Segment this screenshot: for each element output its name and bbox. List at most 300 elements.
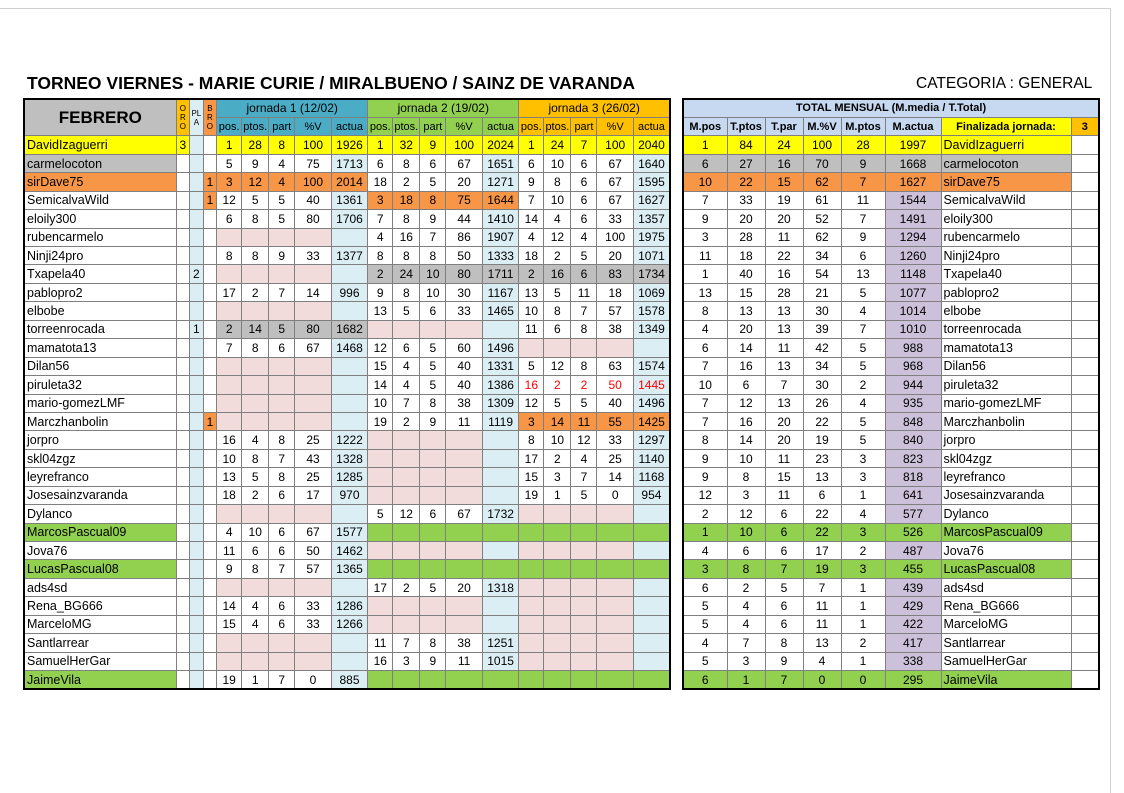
total-cell: 30	[803, 302, 841, 320]
total-cell: 2	[727, 578, 765, 596]
jornada-1-cell: 12	[217, 191, 242, 209]
jornada-2-cell	[482, 615, 519, 633]
totals-player-name: carmelocoton	[941, 154, 1071, 172]
jornada-2-cell: 7	[368, 210, 393, 228]
total-cell: 13	[765, 302, 803, 320]
jornada-2-cell	[420, 431, 446, 449]
totals-row	[683, 468, 1099, 486]
jornada-1-cell	[331, 302, 368, 320]
total-cell: 3	[683, 560, 727, 578]
jornada-2-cell	[393, 597, 420, 615]
player-row	[24, 523, 670, 541]
totals-header-row	[683, 99, 1099, 117]
j3-part-header: part	[571, 117, 597, 135]
jornada-1-cell	[242, 412, 269, 430]
pla-count	[190, 412, 204, 430]
jornada-1-cell: 2	[242, 486, 269, 504]
jornada-3-cell	[597, 560, 633, 578]
jornada-3-cell: 13	[519, 283, 544, 301]
jornada-1-cell: 33	[295, 615, 331, 633]
jornada-2-cell: 12	[368, 339, 393, 357]
totals-row	[683, 247, 1099, 265]
total-cell: 33	[727, 191, 765, 209]
jornada-1-cell: 8	[242, 247, 269, 265]
total-cell: 12	[683, 486, 727, 504]
totals-row	[683, 302, 1099, 320]
mpos-header: M.pos	[683, 117, 727, 135]
total-cell: 3	[841, 523, 885, 541]
mactua-header: M.actua	[885, 117, 941, 135]
jornada-2-cell	[446, 615, 482, 633]
total-cell: 5	[683, 615, 727, 633]
total-cell: 27	[727, 154, 765, 172]
oro-count	[176, 505, 190, 523]
total-cell: 968	[885, 357, 941, 375]
jornada-3-cell: 7	[571, 136, 597, 154]
bro-count	[203, 578, 217, 596]
player-row	[24, 339, 670, 357]
jornada-1-cell: 14	[242, 320, 269, 338]
total-cell: 5	[841, 283, 885, 301]
totals-player-name: Jova76	[941, 542, 1071, 560]
jornada-2-cell: 10	[420, 265, 446, 283]
total-cell: 7	[683, 357, 727, 375]
jornada-1-cell: 10	[242, 523, 269, 541]
total-cell: 100	[803, 136, 841, 154]
jornada-2-cell: 6	[420, 154, 446, 172]
jornada-3-cell: 2	[544, 247, 571, 265]
jornada-3-cell: 0	[597, 486, 633, 504]
jornada-1-cell: 1	[217, 136, 242, 154]
oro-count	[176, 376, 190, 394]
total-cell: 7	[841, 173, 885, 191]
total-cell: 417	[885, 634, 941, 652]
totals-spacer	[1071, 320, 1099, 338]
jornada-3-cell: 5	[571, 394, 597, 412]
jornada-1-cell: 1	[242, 671, 269, 689]
jornada-1-cell	[242, 265, 269, 283]
totals-player-name: Dylanco	[941, 505, 1071, 523]
bro-count	[203, 136, 217, 154]
totals-spacer	[1071, 431, 1099, 449]
jornada-3-cell: 4	[519, 228, 544, 246]
category-label: CATEGORIA : GENERAL	[916, 75, 1093, 92]
jornada-3-cell: 19	[519, 486, 544, 504]
jornada-2-cell: 38	[446, 394, 482, 412]
jornada-1-cell	[331, 394, 368, 412]
jornada-1-cell	[242, 652, 269, 670]
jornada-2-cell	[368, 486, 393, 504]
jornada-2-cell: 1496	[482, 339, 519, 357]
jornada-2-cell	[420, 449, 446, 467]
jornada-3-cell: 11	[519, 320, 544, 338]
bro-count	[203, 376, 217, 394]
total-cell: 6	[765, 523, 803, 541]
bro-count	[203, 523, 217, 541]
bro-header: B R O	[203, 99, 217, 136]
bro-count	[203, 486, 217, 504]
jornada-3-cell	[571, 597, 597, 615]
jornada-3-cell	[544, 578, 571, 596]
jornada-3-cell: 12	[544, 228, 571, 246]
jornada-1-cell: 8	[269, 136, 295, 154]
jornada-1-cell: 33	[295, 597, 331, 615]
jornada-1-cell: 12	[242, 173, 269, 191]
player-name: Txapela40	[24, 265, 176, 283]
jornada-2-cell	[393, 671, 420, 689]
total-cell: 12	[727, 394, 765, 412]
total-cell: 16	[727, 412, 765, 430]
jornada-2-cell: 8	[420, 191, 446, 209]
jornada-3-cell: 1140	[633, 449, 670, 467]
total-cell: 52	[803, 210, 841, 228]
jornada-2-cell: 1732	[482, 505, 519, 523]
totals-player-name: JaimeVila	[941, 671, 1071, 689]
jornada-1-cell: 1926	[331, 136, 368, 154]
total-cell: 9	[683, 468, 727, 486]
jornada-1-cell: 25	[295, 431, 331, 449]
oro-count	[176, 634, 190, 652]
totals-player-name: mamatota13	[941, 339, 1071, 357]
jornada-3-cell: 12	[544, 357, 571, 375]
jornada-3-cell: 12	[571, 431, 597, 449]
jornada-2-cell	[368, 671, 393, 689]
player-name: SemicalvaWild	[24, 191, 176, 209]
totals-spacer	[1071, 265, 1099, 283]
total-cell: 15	[765, 173, 803, 191]
pla-count	[190, 505, 204, 523]
oro-count	[176, 523, 190, 541]
total-cell: 422	[885, 615, 941, 633]
jornada-3-cell: 14	[519, 210, 544, 228]
jornada-1-cell: 6	[269, 339, 295, 357]
pla-count	[190, 210, 204, 228]
jornada-1-cell	[295, 228, 331, 246]
jornada-3-cell: 1496	[633, 394, 670, 412]
jornada-1-cell	[295, 505, 331, 523]
jornada-3-cell: 6	[519, 154, 544, 172]
jornada-3-cell	[519, 597, 544, 615]
jornada-2-cell	[446, 560, 482, 578]
totals-player-name: eloily300	[941, 210, 1071, 228]
jornada-3-cell	[597, 505, 633, 523]
jornada-1-cell	[242, 394, 269, 412]
totals-row	[683, 431, 1099, 449]
jornada-2-cell	[393, 615, 420, 633]
jornada-2-cell: 1465	[482, 302, 519, 320]
totals-spacer	[1071, 247, 1099, 265]
total-cell: 5	[841, 357, 885, 375]
totals-row	[683, 265, 1099, 283]
jornada-1-cell: 4	[242, 431, 269, 449]
jornada-3-cell	[571, 560, 597, 578]
jornada-1-cell	[242, 505, 269, 523]
jornada-1-cell: 5	[269, 191, 295, 209]
jornada-2-cell	[368, 542, 393, 560]
total-cell: 295	[885, 671, 941, 689]
totals-player-name: leyrefranco	[941, 468, 1071, 486]
jornada-3-cell	[633, 671, 670, 689]
player-row	[24, 136, 670, 154]
jornada-2-cell: 40	[446, 376, 482, 394]
total-cell: 7	[683, 191, 727, 209]
jornada-3-cell: 67	[597, 173, 633, 191]
jornada-1-cell: 1468	[331, 339, 368, 357]
jornada-3-cell	[544, 652, 571, 670]
jornada-3-cell: 3	[544, 468, 571, 486]
player-row	[24, 671, 670, 689]
jornada-3-cell: 1734	[633, 265, 670, 283]
jornada-1-cell: 14	[295, 283, 331, 301]
total-cell: 15	[765, 468, 803, 486]
jornada-3-cell: 2	[544, 376, 571, 394]
jornada-3-cell	[519, 652, 544, 670]
player-name: MarcosPascual09	[24, 523, 176, 541]
jornada-2-cell	[482, 320, 519, 338]
totals-player-name: pablopro2	[941, 283, 1071, 301]
oro-count	[176, 560, 190, 578]
jornada-2-cell	[482, 449, 519, 467]
jornada-2-cell	[482, 468, 519, 486]
jornada-2-cell: 67	[446, 154, 482, 172]
total-cell: 16	[765, 265, 803, 283]
player-name: JaimeVila	[24, 671, 176, 689]
jornada-3-cell	[544, 339, 571, 357]
total-cell: 4	[841, 394, 885, 412]
jornada-1-cell	[242, 228, 269, 246]
jornada-2-cell	[393, 486, 420, 504]
total-cell: 455	[885, 560, 941, 578]
totals-spacer	[1071, 283, 1099, 301]
player-row	[24, 560, 670, 578]
pla-count	[190, 597, 204, 615]
total-cell: 5	[683, 652, 727, 670]
jornada-1-cell	[331, 505, 368, 523]
oro-count	[176, 431, 190, 449]
total-cell: 1014	[885, 302, 941, 320]
total-cell: 2	[841, 542, 885, 560]
jornada-1-cell	[331, 265, 368, 283]
jornada-3-cell: 1640	[633, 154, 670, 172]
jornada-1-cell	[295, 634, 331, 652]
total-cell: 3	[841, 468, 885, 486]
jornada-3-cell: 14	[544, 412, 571, 430]
total-cell: 8	[765, 634, 803, 652]
total-cell: 7	[803, 578, 841, 596]
jornada-3-cell: 2	[544, 449, 571, 467]
total-cell: 22	[803, 505, 841, 523]
jornada-1-cell: 3	[217, 173, 242, 191]
jornada-1-cell: 6	[269, 542, 295, 560]
jornada-3-cell	[597, 615, 633, 633]
jornada-1-cell: 7	[269, 283, 295, 301]
jornada-3-cell: 5	[571, 247, 597, 265]
pla-count	[190, 228, 204, 246]
bro-count	[203, 357, 217, 375]
jornada-2-cell: 9	[420, 652, 446, 670]
total-cell: 840	[885, 431, 941, 449]
totals-row	[683, 136, 1099, 154]
bro-count	[203, 505, 217, 523]
jornada-1-cell: 14	[217, 597, 242, 615]
jornada-2-cell	[482, 597, 519, 615]
total-cell: 6	[765, 597, 803, 615]
jornada-2-cell	[420, 468, 446, 486]
jornada-3-cell	[633, 615, 670, 633]
total-cell: 848	[885, 412, 941, 430]
jornada-1-cell	[217, 376, 242, 394]
jornada-2-cell: 5	[420, 376, 446, 394]
total-cell: 13	[803, 468, 841, 486]
jornada-3-cell: 10	[519, 302, 544, 320]
jornada-1-cell: 1222	[331, 431, 368, 449]
jornada-1-cell	[242, 634, 269, 652]
jornada-1-cell	[269, 228, 295, 246]
totals-row	[683, 173, 1099, 191]
total-cell: 22	[803, 523, 841, 541]
totals-spacer	[1071, 394, 1099, 412]
player-row	[24, 542, 670, 560]
jornada-1-cell	[269, 376, 295, 394]
jornada-1-cell	[217, 228, 242, 246]
total-cell: 16	[727, 357, 765, 375]
jornada-1-cell: 5	[242, 468, 269, 486]
jornada-2-cell: 1711	[482, 265, 519, 283]
bro-count	[203, 671, 217, 689]
total-cell: 4	[803, 652, 841, 670]
jornada-1-cell: 1328	[331, 449, 368, 467]
jornada-3-cell	[633, 597, 670, 615]
jornada-2-cell	[393, 560, 420, 578]
totals-spacer	[1071, 173, 1099, 191]
jornada-2-cell: 11	[446, 412, 482, 430]
jornada-3-cell: 6	[544, 320, 571, 338]
total-cell: 4	[841, 505, 885, 523]
oro-count	[176, 412, 190, 430]
jornada-2-cell	[393, 542, 420, 560]
totals-spacer	[1071, 210, 1099, 228]
pla-count	[190, 154, 204, 172]
jornada-3-cell: 2040	[633, 136, 670, 154]
jornada-1-cell: 50	[295, 542, 331, 560]
jornada-2-cell: 18	[393, 191, 420, 209]
totals-row	[683, 357, 1099, 375]
total-cell: 61	[803, 191, 841, 209]
totals-row	[683, 283, 1099, 301]
totals-player-name: MarceloMG	[941, 615, 1071, 633]
total-cell: 5	[765, 578, 803, 596]
jornada-1-cell: 33	[295, 247, 331, 265]
jornada-1-cell	[269, 412, 295, 430]
total-cell: 1294	[885, 228, 941, 246]
totals-row	[683, 412, 1099, 430]
month-label: FEBRERO	[24, 99, 176, 136]
oro-count	[176, 449, 190, 467]
totals-spacer	[1071, 339, 1099, 357]
jornada-2-cell: 5	[420, 578, 446, 596]
jornada-2-cell: 15	[368, 357, 393, 375]
jornada-1-cell	[295, 302, 331, 320]
jornada-3-cell: 1425	[633, 412, 670, 430]
bro-count	[203, 265, 217, 283]
jornada-3-cell: 1	[544, 486, 571, 504]
player-name: pablopro2	[24, 283, 176, 301]
jornada-3-cell	[597, 671, 633, 689]
totals-row	[683, 615, 1099, 633]
player-row	[24, 486, 670, 504]
bro-count	[203, 431, 217, 449]
jornada-3-cell	[544, 634, 571, 652]
jornada-1-cell	[269, 652, 295, 670]
total-cell: 823	[885, 449, 941, 467]
jornada-3-cell	[597, 652, 633, 670]
jornada-1-cell	[269, 357, 295, 375]
total-cell: 5	[841, 412, 885, 430]
totals-title: TOTAL MENSUAL (M.media / T.Total)	[683, 99, 1099, 117]
jornada-1-cell	[269, 634, 295, 652]
total-cell: 13	[765, 394, 803, 412]
totals-row	[683, 320, 1099, 338]
player-name: Rena_BG666	[24, 597, 176, 615]
bro-count	[203, 247, 217, 265]
jornada-2-cell	[446, 468, 482, 486]
total-cell: 8	[683, 302, 727, 320]
jornada-2-cell	[420, 523, 446, 541]
jornada-1-cell: 7	[269, 560, 295, 578]
jornada-3-cell: 1168	[633, 468, 670, 486]
total-cell: 11	[803, 615, 841, 633]
jornada-2-cell	[446, 431, 482, 449]
jornada-1-cell: 18	[217, 486, 242, 504]
totals-spacer	[1071, 615, 1099, 633]
jornada-3-cell: 67	[597, 191, 633, 209]
jornada-3-cell: 1627	[633, 191, 670, 209]
oro-count	[176, 339, 190, 357]
jornada-3-cell: 1357	[633, 210, 670, 228]
jornada-1-cell: 6	[269, 615, 295, 633]
totals-row	[683, 505, 1099, 523]
total-cell: 1	[841, 578, 885, 596]
jornada-3-cell: 7	[519, 191, 544, 209]
total-cell: 3	[727, 652, 765, 670]
total-cell: 20	[765, 412, 803, 430]
jornada-3-cell: 5	[544, 283, 571, 301]
jornada-2-cell: 6	[420, 505, 446, 523]
j1-pct-header: %V	[295, 117, 331, 135]
jornada-3-cell: 17	[519, 449, 544, 467]
jornada-2-cell	[446, 597, 482, 615]
jornada-2-cell	[420, 542, 446, 560]
jornada-2-cell: 1386	[482, 376, 519, 394]
player-name: SamuelHerGar	[24, 652, 176, 670]
jornada-1-cell	[331, 634, 368, 652]
total-cell: 7	[765, 376, 803, 394]
player-row	[24, 173, 670, 191]
jornada-1-cell: 1285	[331, 468, 368, 486]
total-cell: 19	[765, 191, 803, 209]
jornada-2-cell: 17	[368, 578, 393, 596]
total-cell: 11	[683, 247, 727, 265]
tptos-header: T.ptos	[727, 117, 765, 135]
oro-count	[176, 542, 190, 560]
totals-row	[683, 634, 1099, 652]
pla-count	[190, 247, 204, 265]
total-cell: 4	[683, 542, 727, 560]
total-cell: 1	[683, 136, 727, 154]
total-cell: 16	[765, 154, 803, 172]
jornada-3-cell	[544, 560, 571, 578]
player-row	[24, 357, 670, 375]
